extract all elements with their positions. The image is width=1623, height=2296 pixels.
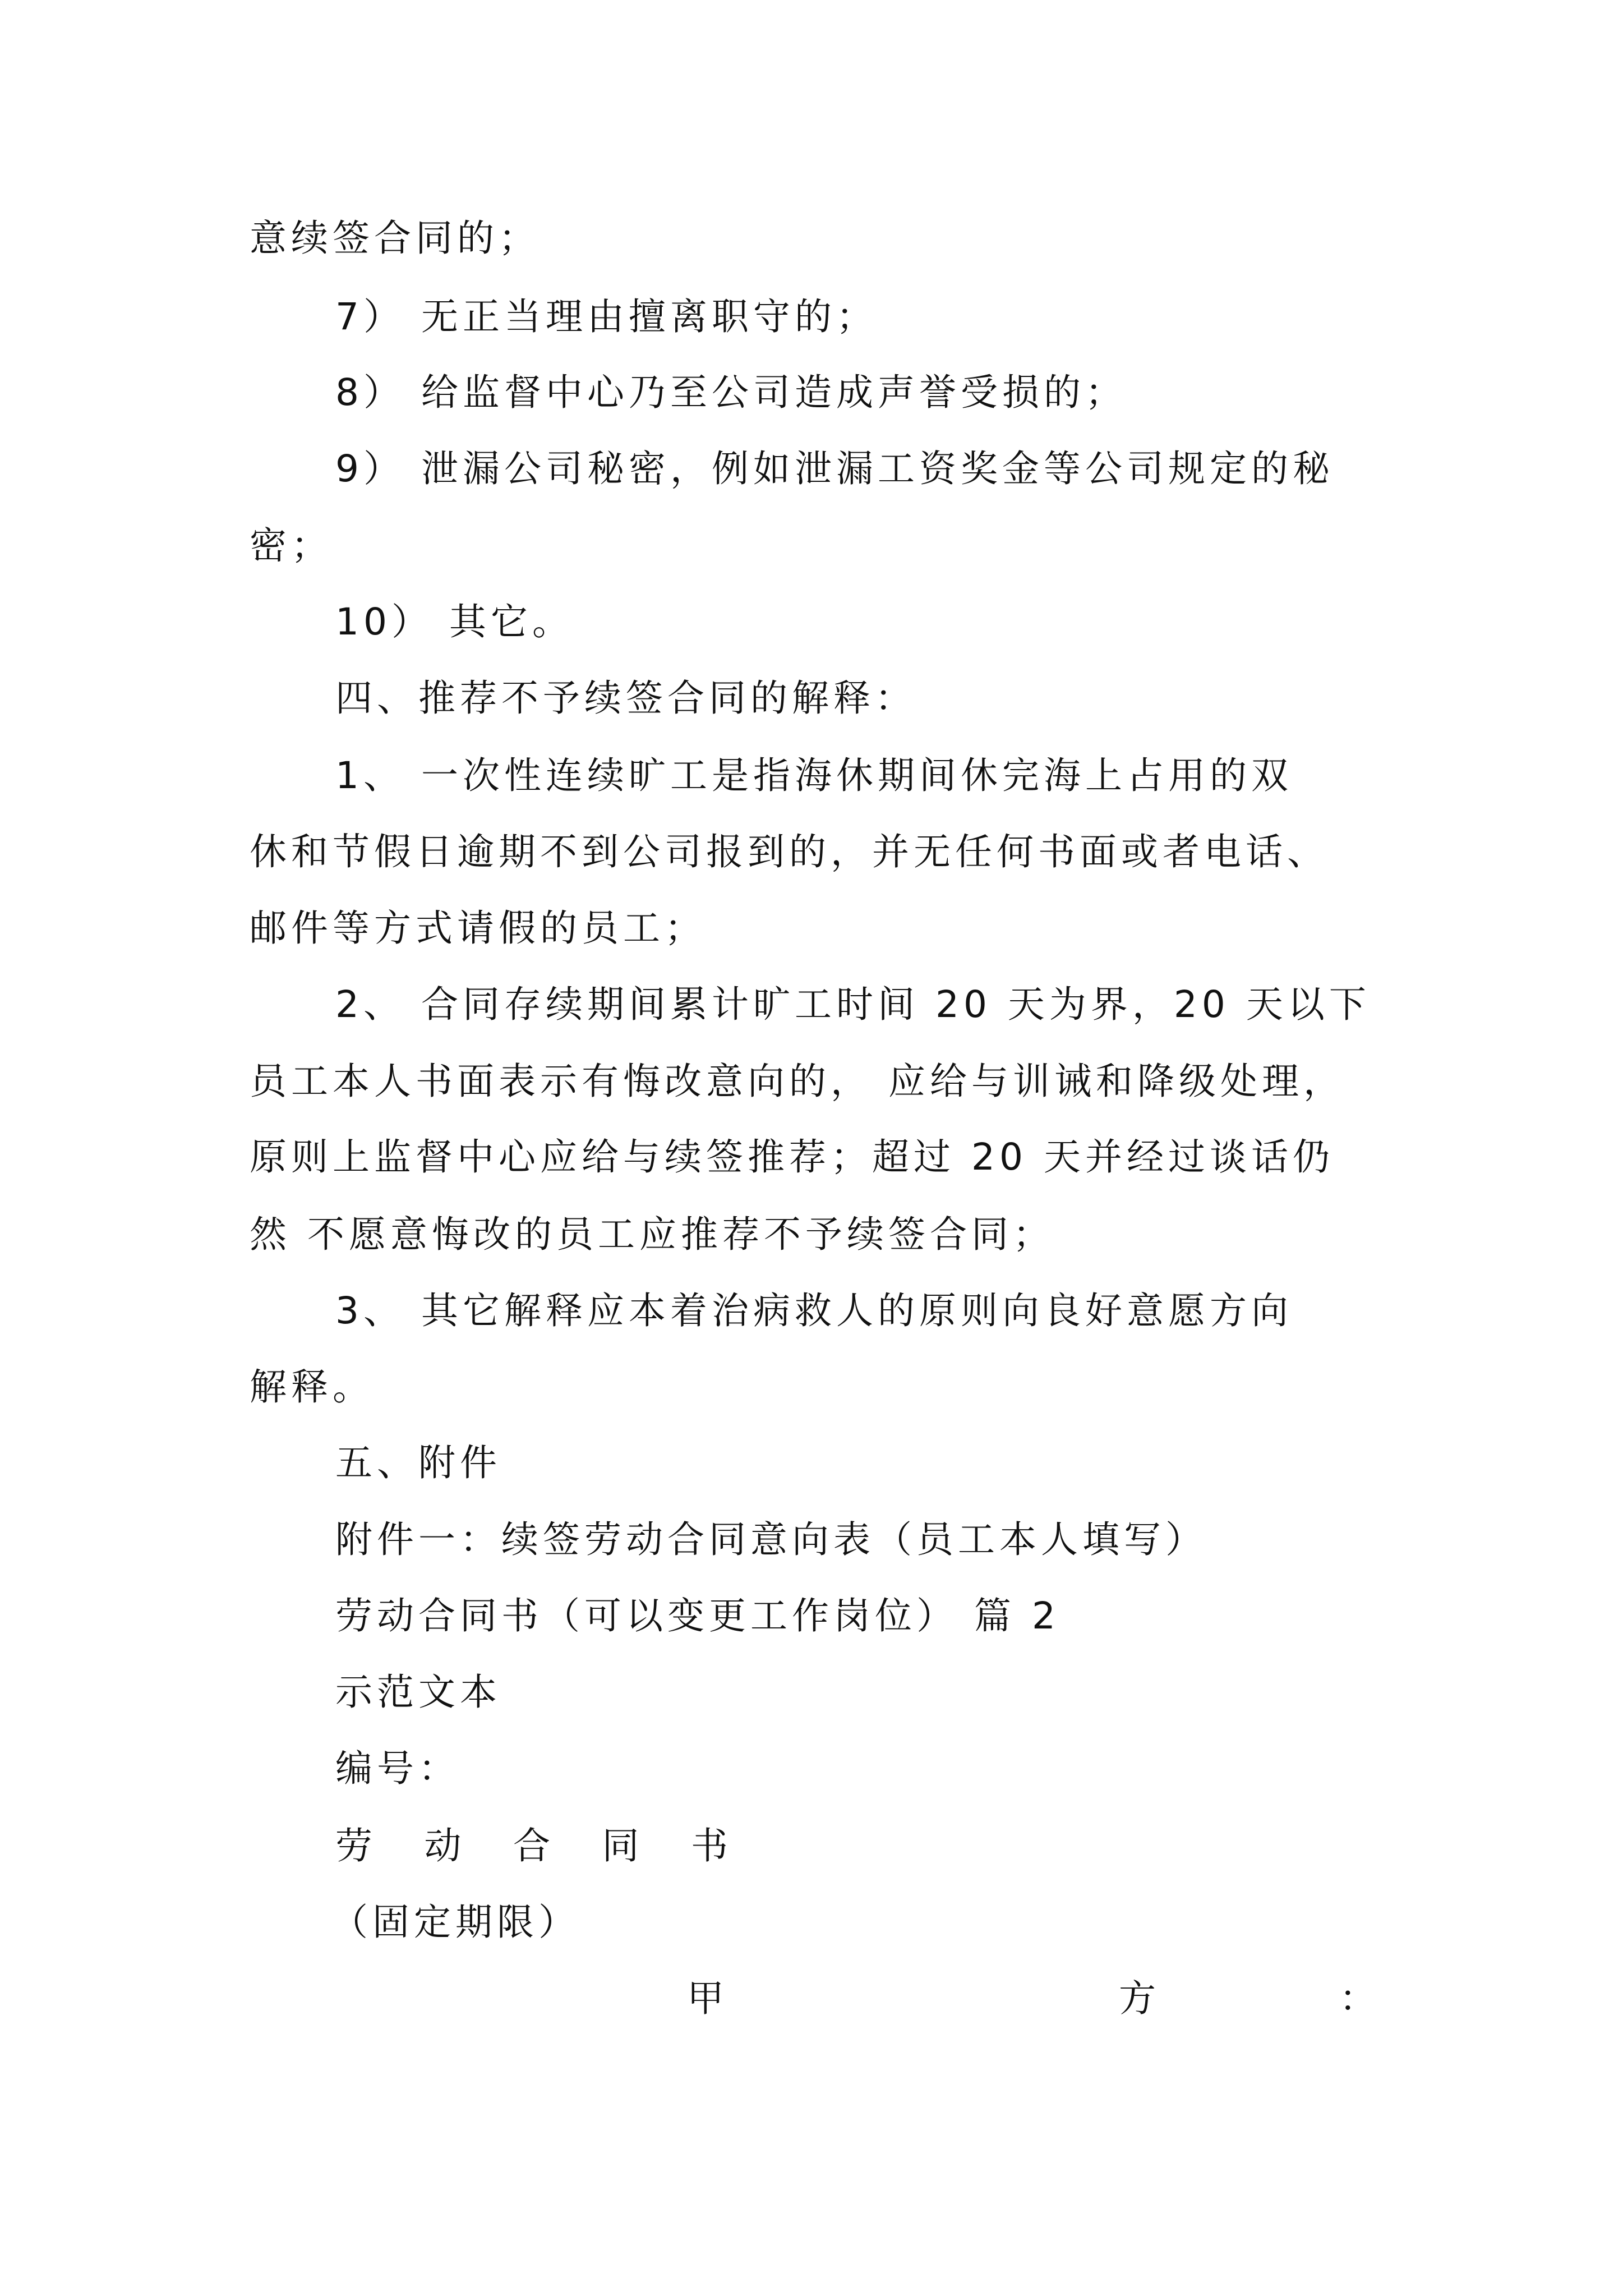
- text-line: 意续签合同的；: [250, 217, 540, 260]
- list-item-7: 7） 无正当理由擅离职守的；: [335, 295, 878, 338]
- text-line: 原则上监督中心应给与续签推荐；超过 20 天并经过谈话仍: [250, 1135, 1334, 1179]
- party-label-jia: 甲: [687, 1977, 724, 2020]
- template-label: 示范文本: [335, 1671, 501, 1714]
- party-colon: ：: [1339, 1977, 1376, 2020]
- attachment-line: 附件一：续签劳动合同意向表（员工本人填写）: [335, 1518, 1207, 1561]
- section-heading-5: 五、附件: [335, 1441, 501, 1484]
- list-item-9: 9） 泄漏公司秘密，例如泄漏工资奖金等公司规定的秘: [335, 447, 1334, 490]
- explanation-item-3: 3、 其它解释应本着治病救人的原则向良好意愿方向: [335, 1289, 1293, 1332]
- contract-title: [335, 1824, 728, 1867]
- text-line: 解释。: [250, 1365, 374, 1409]
- party-a-row: [0, 1977, 1623, 2025]
- explanation-item-2: 2、 合同存续期间累计旷工时间 20 天为界，20 天以下: [335, 983, 1371, 1026]
- title-char: 同: [602, 1824, 639, 1867]
- title-char: 劳: [335, 1824, 372, 1867]
- number-label: 编号：: [335, 1747, 460, 1790]
- title-char: 书: [691, 1824, 728, 1867]
- title-char: 合: [513, 1824, 550, 1867]
- explanation-item-1: 1、 一次性连续旷工是指海休期间休完海上占用的双: [335, 754, 1293, 797]
- text-line: 密；: [250, 524, 333, 567]
- text-line: 休和节假日逾期不到公司报到的，并无任何书面或者电话、: [250, 830, 1329, 873]
- list-item-10: 10） 其它。: [335, 600, 574, 643]
- contract-heading: 劳动合同书（可以变更工作岗位） 篇 2: [335, 1594, 1060, 1637]
- list-item-8: 8） 给监督中心乃至公司造成声誉受损的；: [335, 371, 1127, 414]
- party-label-fang: 方: [1119, 1977, 1156, 2020]
- term-type-label: （固定期限）: [331, 1901, 580, 1944]
- text-line: 邮件等方式请假的员工；: [250, 907, 706, 950]
- text-line: 员工本人书面表示有悔改意向的， 应给与训诫和降级处理，: [250, 1060, 1345, 1103]
- section-heading-4: 四、推荐不予续签合同的解释：: [335, 677, 916, 720]
- title-char: 动: [424, 1824, 462, 1867]
- text-line: 然 不愿意悔改的员工应推荐不予续签合同；: [250, 1213, 1054, 1256]
